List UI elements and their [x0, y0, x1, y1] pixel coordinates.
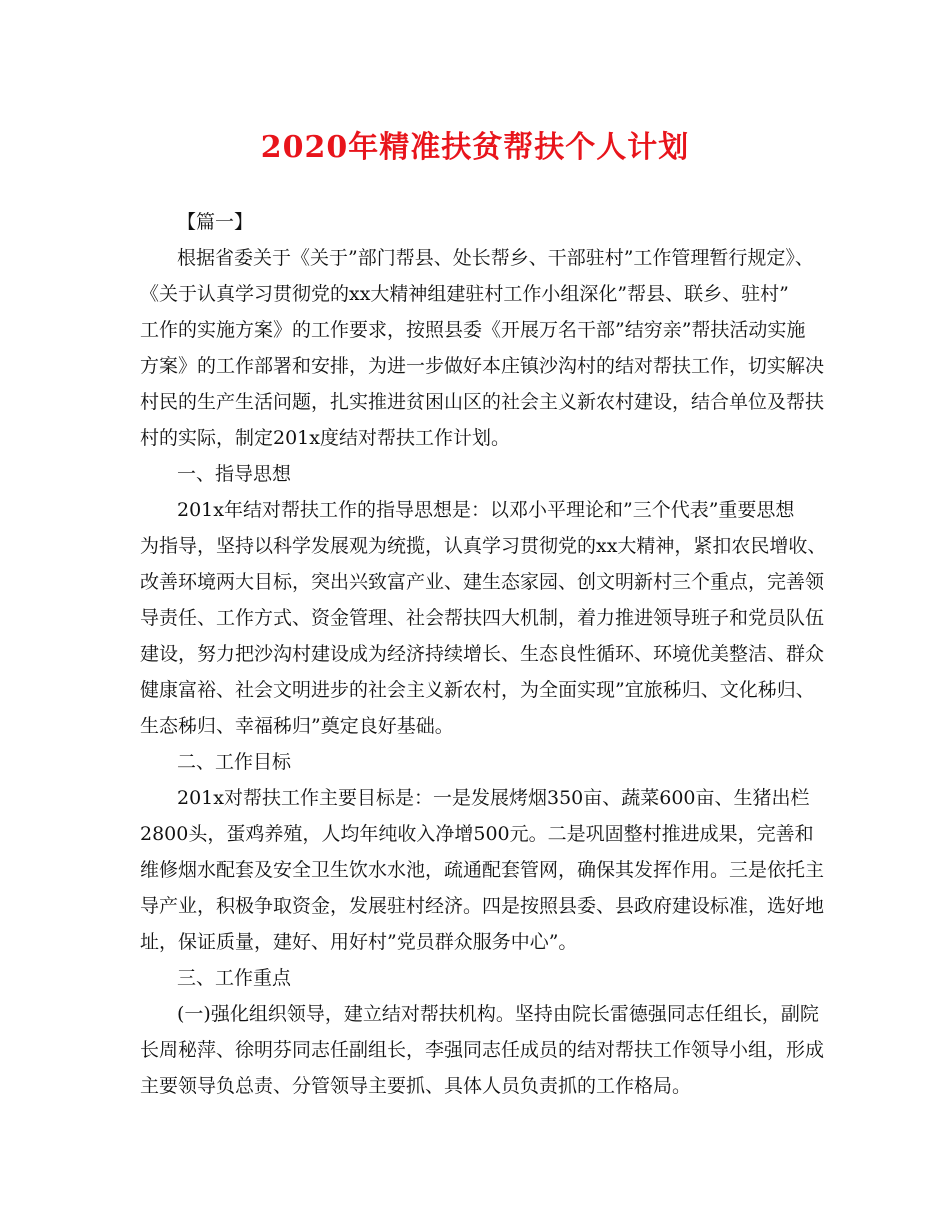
- section-heading-guiding-thought: 一、指导思想: [177, 463, 292, 485]
- paragraph-line: 村的实际，制定201x度结对帮扶工作计划。: [140, 427, 510, 449]
- section-heading-work-goals: 二、工作目标: [177, 751, 292, 773]
- paragraph-line: 《关于认真学习贯彻党的xx大精神组建驻村工作小组深化”帮县、联乡、驻村”: [140, 283, 789, 305]
- paragraph-line: 工作的实施方案》的工作要求，按照县委《开展万名干部”结穷亲”帮扶活动实施: [140, 319, 806, 341]
- paragraph-line: 健康富裕、社会文明进步的社会主义新农村，为全面实现”宜旅秭归、文化秭归、: [140, 679, 815, 701]
- paragraph-line: 生态秭归、幸福秭归”奠定良好基础。: [140, 715, 454, 737]
- document-title: 2020年精准扶贫帮扶个人计划: [260, 130, 690, 165]
- paragraph-line: 导责任、工作方式、资金管理、社会帮扶四大机制，着力推进领导班子和党员队伍: [140, 607, 825, 629]
- paragraph-line: 201x对帮扶工作主要目标是：一是发展烤烟350亩、蔬菜600亩、生猪出栏: [177, 787, 810, 809]
- paragraph-line: 改善环境两大目标，突出兴致富产业、建生态家园、创文明新村三个重点，完善领: [140, 571, 825, 593]
- paragraph-line: 导产业，积极争取资金，发展驻村经济。四是按照县委、县政府建设标准，选好地: [140, 895, 825, 917]
- paragraph-line: 主要领导负总责、分管领导主要抓、具体人员负责抓的工作格局。: [140, 1075, 692, 1097]
- paragraph-line: 维修烟水配套及安全卫生饮水水池，疏通配套管网，确保其发挥作用。三是依托主: [140, 859, 825, 881]
- paragraph-line: 为指导，坚持以科学发展观为统揽，认真学习贯彻党的xx大精神，紧扣农民增收、: [140, 535, 827, 557]
- paragraph-line: 2800头，蛋鸡养殖，人均年纯收入净增500元。二是巩固整村推进成果，完善和: [140, 823, 814, 845]
- paragraph-line: 村民的生产生活问题，扎实推进贫困山区的社会主义新农村建设，结合单位及帮扶: [140, 391, 825, 413]
- paragraph-line: 方案》的工作部署和安排，为进一步做好本庄镇沙沟村的结对帮扶工作，切实解决: [140, 355, 825, 377]
- paragraph-line: 址，保证质量，建好、用好村”党员群众服务中心”。: [140, 931, 578, 953]
- section-heading-work-focus: 三、工作重点: [177, 967, 292, 989]
- paragraph-line: 长周秘萍、徐明芬同志任副组长，李强同志任成员的结对帮扶工作领导小组，形成: [140, 1039, 825, 1061]
- paragraph-line: (一)强化组织领导，建立结对帮扶机构。坚持由院长雷德强同志任组长，副院: [177, 1003, 819, 1025]
- paragraph-line: 根据省委关于《关于”部门帮县、处长帮乡、干部驻村”工作管理暂行规定》、: [177, 247, 814, 269]
- paragraph-line: 建设，努力把沙沟村建设成为经济持续增长、生态良性循环、环境优美整洁、群众: [140, 643, 825, 665]
- paragraph-line: 201x年结对帮扶工作的指导思想是：以邓小平理论和”三个代表”重要思想: [177, 499, 795, 521]
- section-label-part-one: 【篇一】: [177, 211, 254, 233]
